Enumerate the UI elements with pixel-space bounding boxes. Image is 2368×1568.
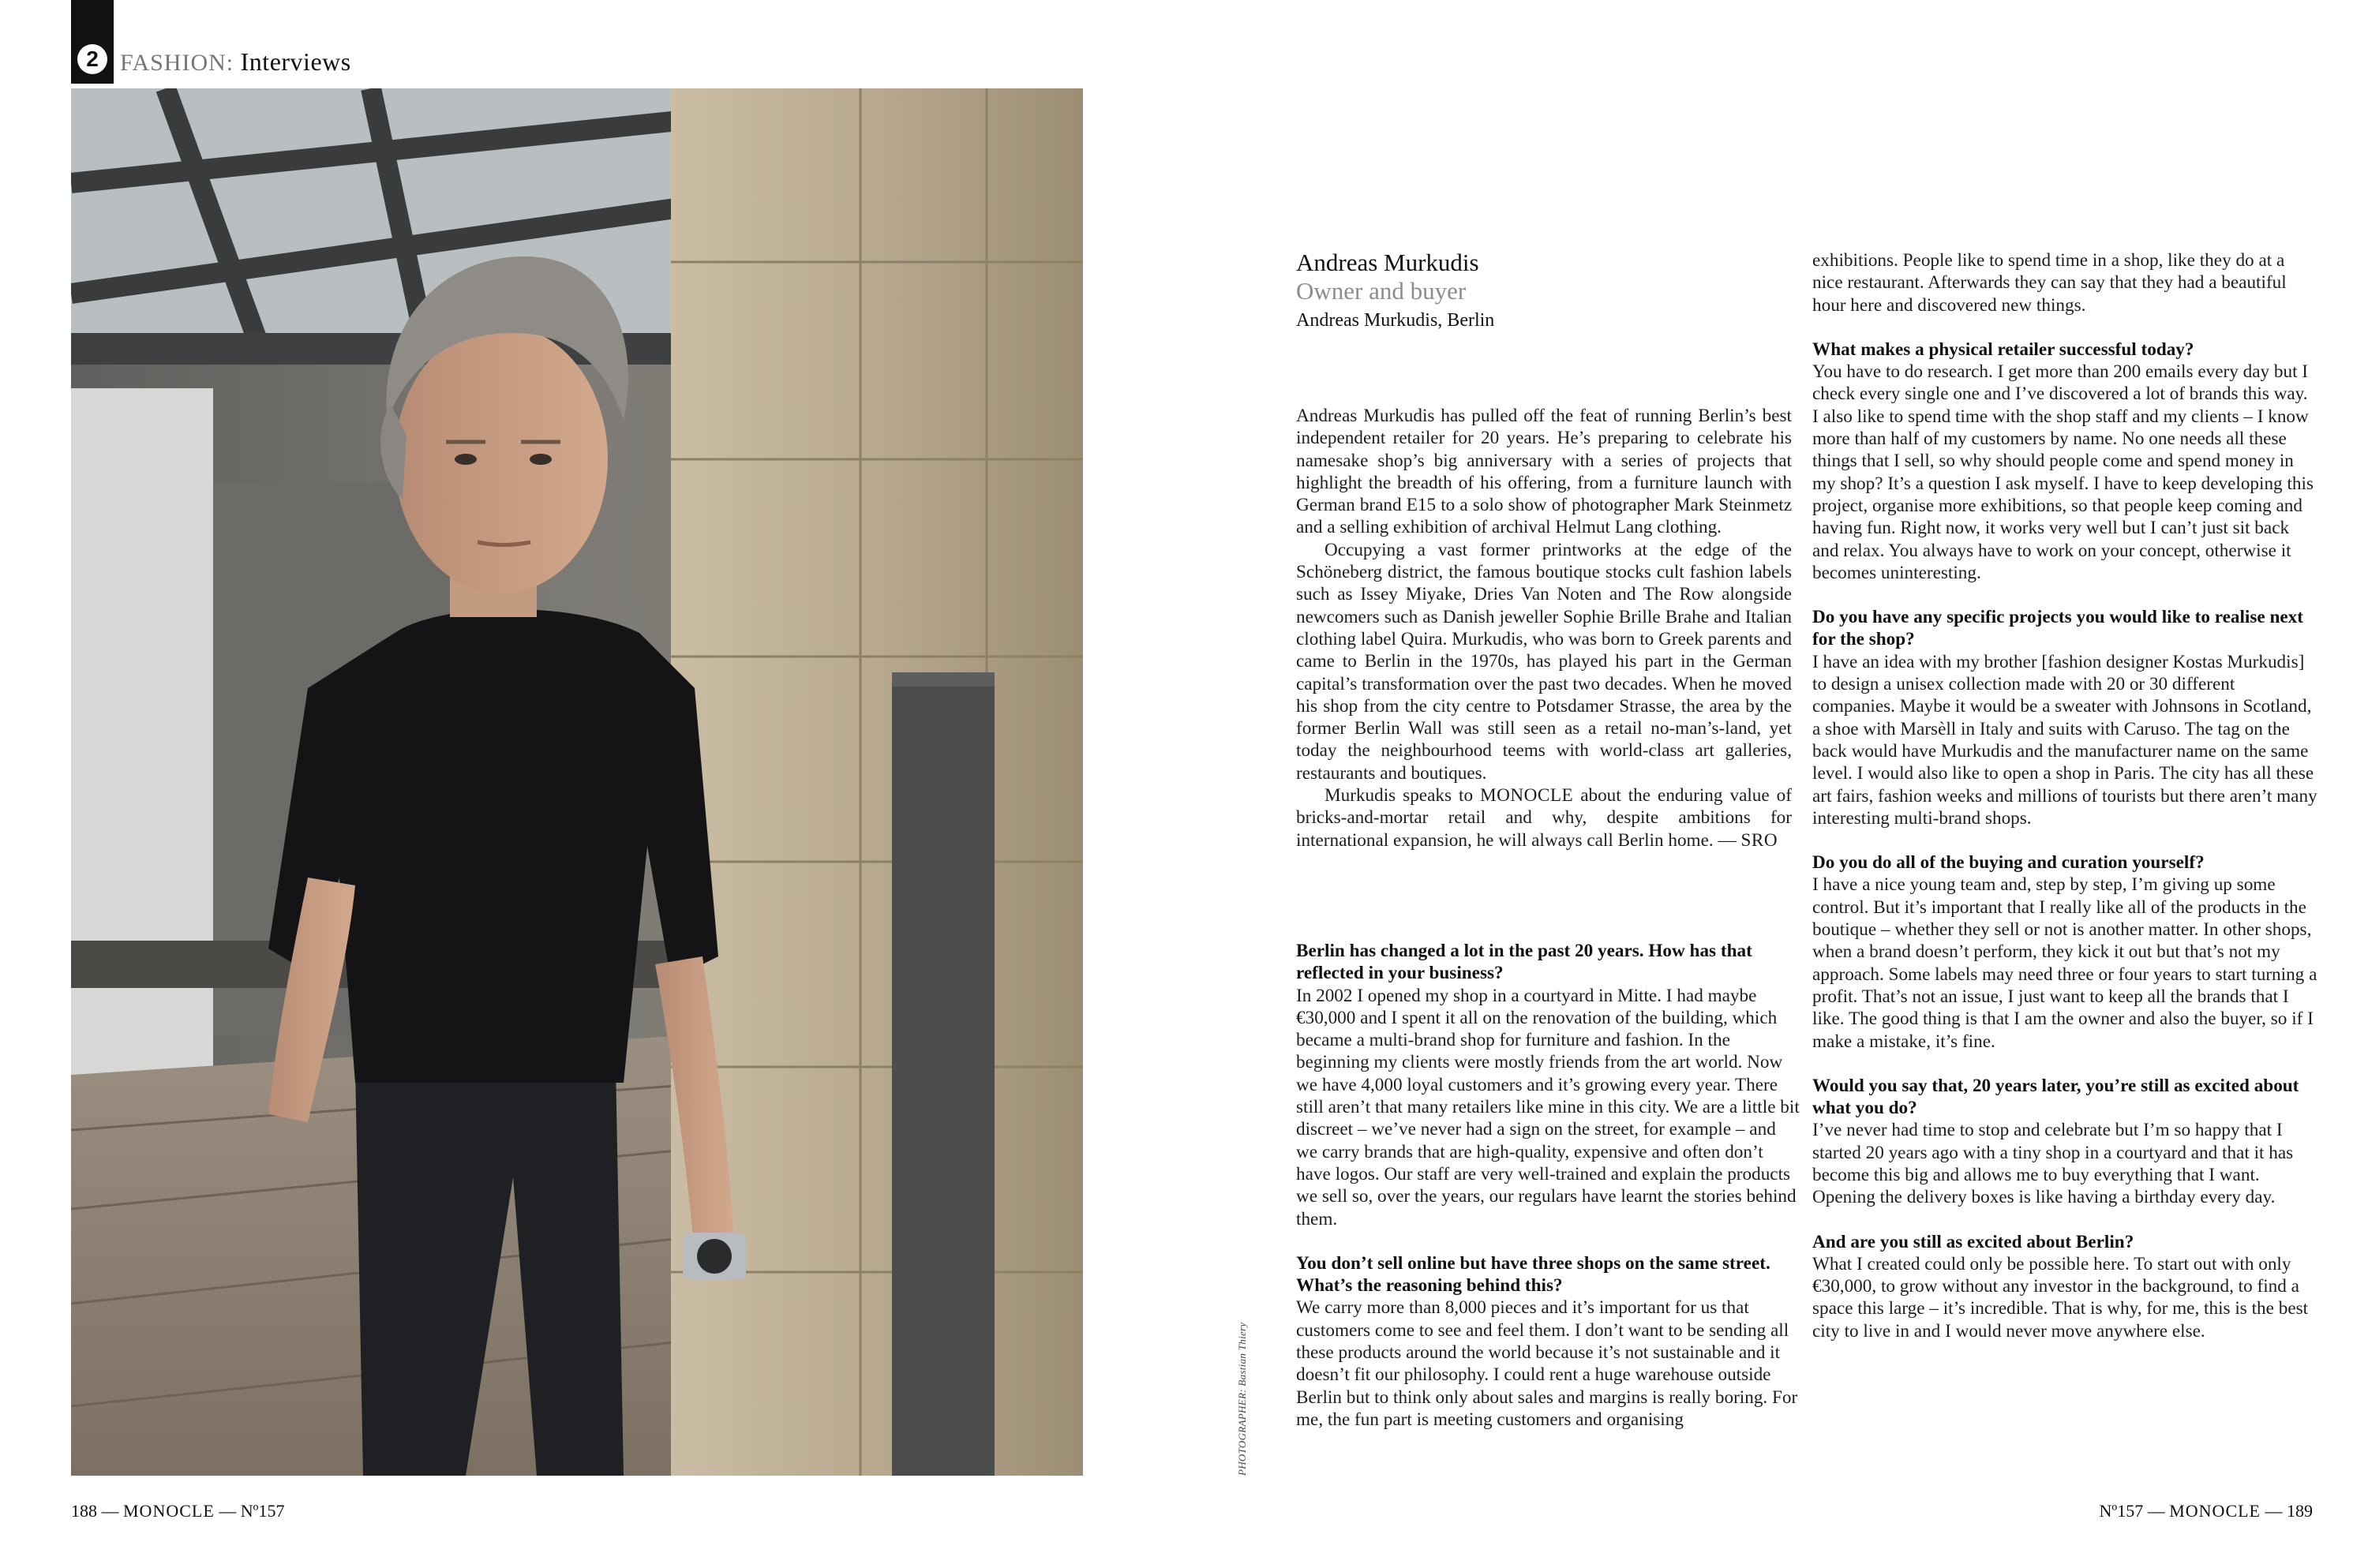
profile-role: Owner and buyer [1296,276,1467,305]
interview-answer: In 2002 I opened my shop in a courtyard in Mitte. I had maybe €30,000 and I spent it all on the renovation of the building, which became a multi-brand shop for furniture and fashion. In the beginning my clients were mostly friends from the art world. Now we have 4,000 loyal customers and it’s growing every year. There still aren’t that many retailers like mine in this city. We are a little bit discreet – we’ve never had a sign on the street, for example – and we carry brands that are high-quality, expensive and often don’t have logos. Our staff are very well-trained and explain the products we sell so, over the years, our regulars have learnt the stories behind them. [1296,985,1800,1229]
photo-credit [1236,1310,1255,1476]
section-kicker: FASHION: [120,50,234,76]
interview-answer: You have to do research. I get more than 200 emails every day but I check every single one and I’ve discovered a lot of brands this way. I also like to spend time with the shop staff and my clients – I know more than half of my customers by name. No one needs all these things that I sell, so why should people come and spend money in my shop? It’s a question I ask myself. I have to keep developing this project, organise more exhibitions, so that people keep coming and having fun. Right now, it works very well but I can’t just sit back and relax. You always have to work on your concept, otherwise it becomes uninteresting. [1812,361,2314,583]
intro-paragraph: Andreas Murkudis has pulled off the feat of running Berlin’s best independent retailer for 20 years. He’s preparing to celebrate his namesake shop’s big anniversary with a series of projects that highlight the breadth of his offering, from a furniture launch with German brand E15 to a solo show of photographer Mark Steinmetz and a selling exhibition of archival Helmut Lang clothing. [1296,406,1792,538]
interview-answer: I have a nice young team and, step by step, I’m giving up some control. But it’s important that I really like all of the products in the boutique – whether they sell or not is another matter. In other shops, when a brand doesn’t perform, they kick it out but that’s not my approach. Some labels may need three or four years to start turning a profit. That’s not an issue, I just want to keep all the brands that I like. The good thing is that I am the owner and also the buyer, so if I make a mistake, it’s fine. [1812,874,2317,1052]
qa-column-right [1812,249,2317,1342]
section-label [120,47,351,77]
folio-separator: — [2265,1501,2283,1521]
portrait-photo [71,88,1083,1476]
interview-question: Would you say that, 20 years later, you’re still as excited about what you do? [1812,1075,2299,1119]
profile-block [1296,249,1785,334]
intro-text-run: Murkudis speaks to [1325,785,1481,806]
folio-left [71,1501,285,1521]
magazine-name: MONOCLE [2169,1501,2261,1521]
folio-separator: — [2147,1501,2165,1521]
magazine-name: MONOCLE [123,1501,215,1521]
page-number: 188 [71,1501,97,1521]
interview-answer: I’ve never had time to stop and celebrate but I’m so happy that I started 20 years ago with a tiny shop in a courtyard and that it has become this big and allows me to buy everything that I want. Opening the delivery boxes is like having a birthday every day. [1812,1120,2294,1208]
issue-number: Nº157 [2099,1501,2144,1521]
page-number: 189 [2287,1501,2313,1521]
interview-question: Berlin has changed a lot in the past 20 years. How has that reflected in your business? [1296,941,1752,984]
profile-name: Andreas Murkudis [1296,249,1479,276]
folio-right [2100,1501,2314,1521]
folio-separator: — [219,1501,237,1521]
author-initials: SRO [1740,829,1778,851]
intro-paragraph [1296,784,1792,851]
issue-number: Nº157 [240,1501,285,1521]
interview-answer: What I created could only be possible here. To start out with only €30,000, to grow without any investor in the background, to find a space this large – it’s incredible. That is why, for me, this is the best city to live in and I would never move anywhere else. [1812,1253,2309,1342]
qa-column-left [1296,940,1801,1431]
interview-answer: I have an idea with my brother [fashion designer Kostas Murkudis] to design a unisex collection made with 20 or 30 different companies. Maybe it would be a sweater with Johnsons in Scotland, a shoe with Marsèll in Italy and suits with Caruso. The tag on the back would have Murkudis and the manufacturer name on the same level. I would also like to open a shop in Paris. The city has all these art fairs, fashion weeks and millions of tourists but there aren’t many interesting multi-brand shops. [1812,651,2317,829]
interview-question: And are you still as excited about Berlin? [1812,1231,2134,1252]
interview-question: Do you do all of the buying and curation yourself? [1812,852,2205,874]
intro-paragraph: Occupying a vast former printworks at the edge of the Schöneberg district, the famous boutique stocks cult fashion labels such as Issey Miyake, Dries Van Noten and The Row alongside newcomers such as Danish jeweller Sophie Brille Brahe and Italian clothing label Quira. Murkudis, who was born to Greek parents and came to Berlin in the 1970s, has played his part in the German capital’s transformation over the past two decades. When he moved his shop from the city centre to Potsdamer Strasse, the area by the former Berlin Wall was still seen as a retail no-man’s-land, yet today the neighbourhood teems with world-class art galleries, restaurants and boutiques. [1296,539,1792,784]
profile-shop: Andreas Murkudis, Berlin [1296,310,1495,331]
section-badge [71,0,114,84]
intro-text [1296,405,1792,851]
interview-answer-continued: exhibitions. People like to spend time in a shop, like they do at a nice restaurant. Afterwards they can say that they had a beautiful hour here and discovered new things. [1812,250,2287,316]
section-number: 2 [77,44,107,74]
section-title: Interviews [240,47,351,76]
intro-brand-mention: MONOCLE [1480,785,1574,806]
folio-separator: — [101,1501,119,1521]
interview-question: You don’t sell online but have three shops on the same street. What’s the reasoning behind this? [1296,1252,1770,1297]
intro-text-run: about the enduring value of bricks-and-mortar retail and why, despite ambitions for international expansion, he will always call Berlin home. — [1296,785,1792,851]
interview-answer: We carry more than 8,000 pieces and it’s important for us that customers come to see and feel them. I don’t want to be sending all these products around the world because it’s not sustainable and it doesn’t fit our philosophy. I could rent a huge warehouse outside Berlin but to think only about sales and margins is really boring. For me, the fun part is meeting customers and organising [1296,1297,1798,1430]
photo-credit-text: PHOTOGRAPHER: Bastian Thiery [1236,1322,1248,1476]
interview-question: Do you have any specific projects you would like to realise next for the shop? [1812,607,2303,650]
interview-question: What makes a physical retailer successful today? [1812,339,2194,360]
